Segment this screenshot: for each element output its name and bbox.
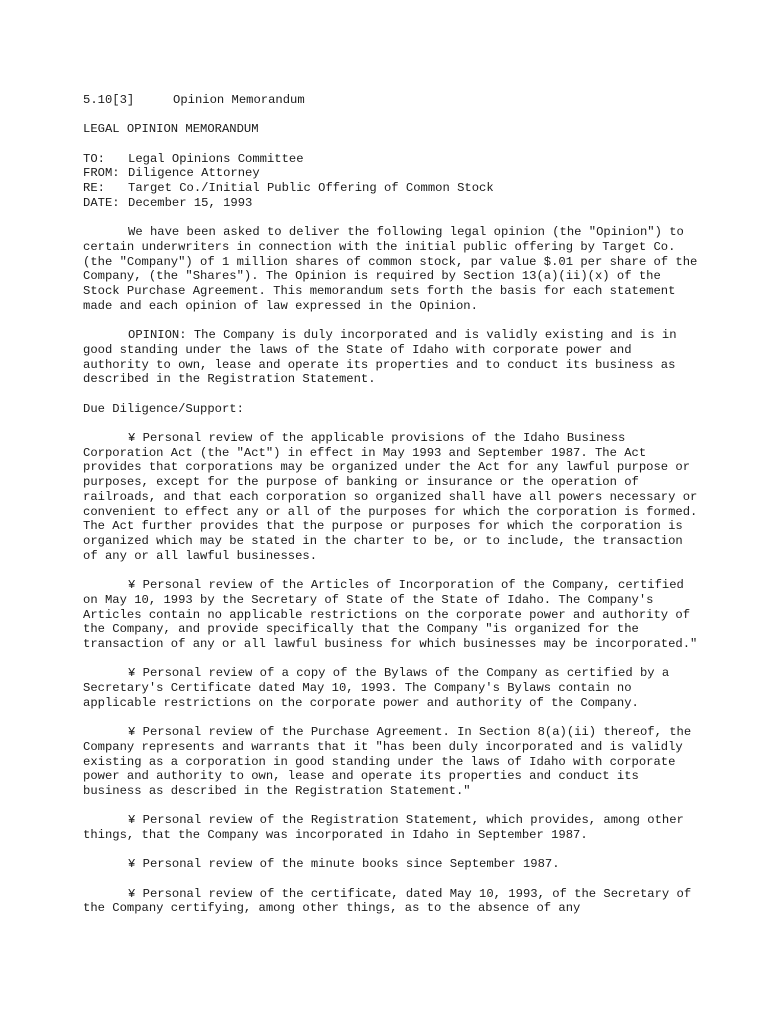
memorandum-page [83,93,703,916]
document-title: LEGAL OPINION MEMORANDUM [83,122,259,137]
section-heading [83,93,703,108]
intro-paragraph: We have been asked to deliver the following legal opinion (the "Opinion") to certain underwriters in connection with the initial public offering by Target Co. (the "Company") of 1 million shares of common stock, par value $.01 per share of the Company, (the "Shares"). The Opinion is required by Section 13(a)(ii)(x) of the Stock Purchase Agreement. This memorandum sets forth the basis for each statement made and each opinion of law expressed in the Opinion. [83,225,705,313]
bullet-minute-books-review: ¥ Personal review of the minute books since September 1987. [128,857,560,872]
memo-from-row [83,166,703,181]
bullet-purchase-agreement-review: ¥ Personal review of the Purchase Agreement. In Section 8(a)(ii) thereof, the Company represents and warrants that it "has been duly incorporated and is validly existing as a corporation in good standing under the laws of Idaho with corporate power and authority to own, lease and operate its properties and conduct its business as described in the Registration Statement." [83,725,699,798]
bullet-act-review: ¥ Personal review of the applicable provisions of the Idaho Business Corporation Act (the "Act") in effect in May 1993 and September 1987. The Act provides that corporations may be organized under the Act for any lawful purpose or purposes, except for the purpose of banking or insurance or the operation of railroads, and that each corporation so organized shall have all powers necessary or convenient to effect any or all of the purposes for which the corporation is formed. The Act further provides that the purpose or purposes for which the corporation is organized which may be stated in the charter to be, or to include, the transaction of any or all lawful businesses. [83,431,705,563]
bullet-registration-statement-review: ¥ Personal review of the Registration Statement, which provides, among other things, that the Company was incorporated in Idaho in September 1987. [83,813,692,842]
opinion-paragraph: OPINION: The Company is duly incorporated and is validly existing and is in good standing under the laws of the State of Idaho with corporate power and authority to own, lease and operate its properties and to conduct its business as described in the Registration Statement. [83,328,684,387]
from-value: Diligence Attorney [128,166,260,181]
memo-date-row [83,196,703,211]
re-value: Target Co./Initial Public Offering of Common Stock [128,181,494,196]
to-value: Legal Opinions Committee [128,151,304,166]
date-value: December 15, 1993 [128,195,253,210]
due-diligence-heading: Due Diligence/Support: [83,401,244,416]
memo-re-row [83,181,703,196]
to-label: TO: [83,151,105,166]
section-number: 5.10[3] [83,93,135,107]
bullet-articles-review: ¥ Personal review of the Articles of Incorporation of the Company, certified on May 10, 1993 by the Secretary of State of the State of Idaho. The Company's Articles contain no applicable restrictions on the corporate power and authority of the Company, and provide specifically that the Company "is organized for the transaction of any or all lawful business for which businesses may be incorporated." [83,578,698,651]
re-label: RE: [83,181,105,196]
date-label: DATE: [83,195,120,210]
section-title: Opinion Memorandum [173,93,305,107]
bullet-secretary-certificate-review: ¥ Personal review of the certificate, dated May 10, 1993, of the Secretary of the Company certifying, among other things, as to the absence of any [83,886,699,916]
from-label: FROM: [83,166,120,181]
bullet-bylaws-review: ¥ Personal review of a copy of the Bylaws of the Company as certified by a Secretary's Certificate dated May 10, 1993. The Company's Bylaws contain no applicable restrictions on the corporate power and authority of the Company. [83,666,677,710]
memo-to-row [83,152,703,167]
